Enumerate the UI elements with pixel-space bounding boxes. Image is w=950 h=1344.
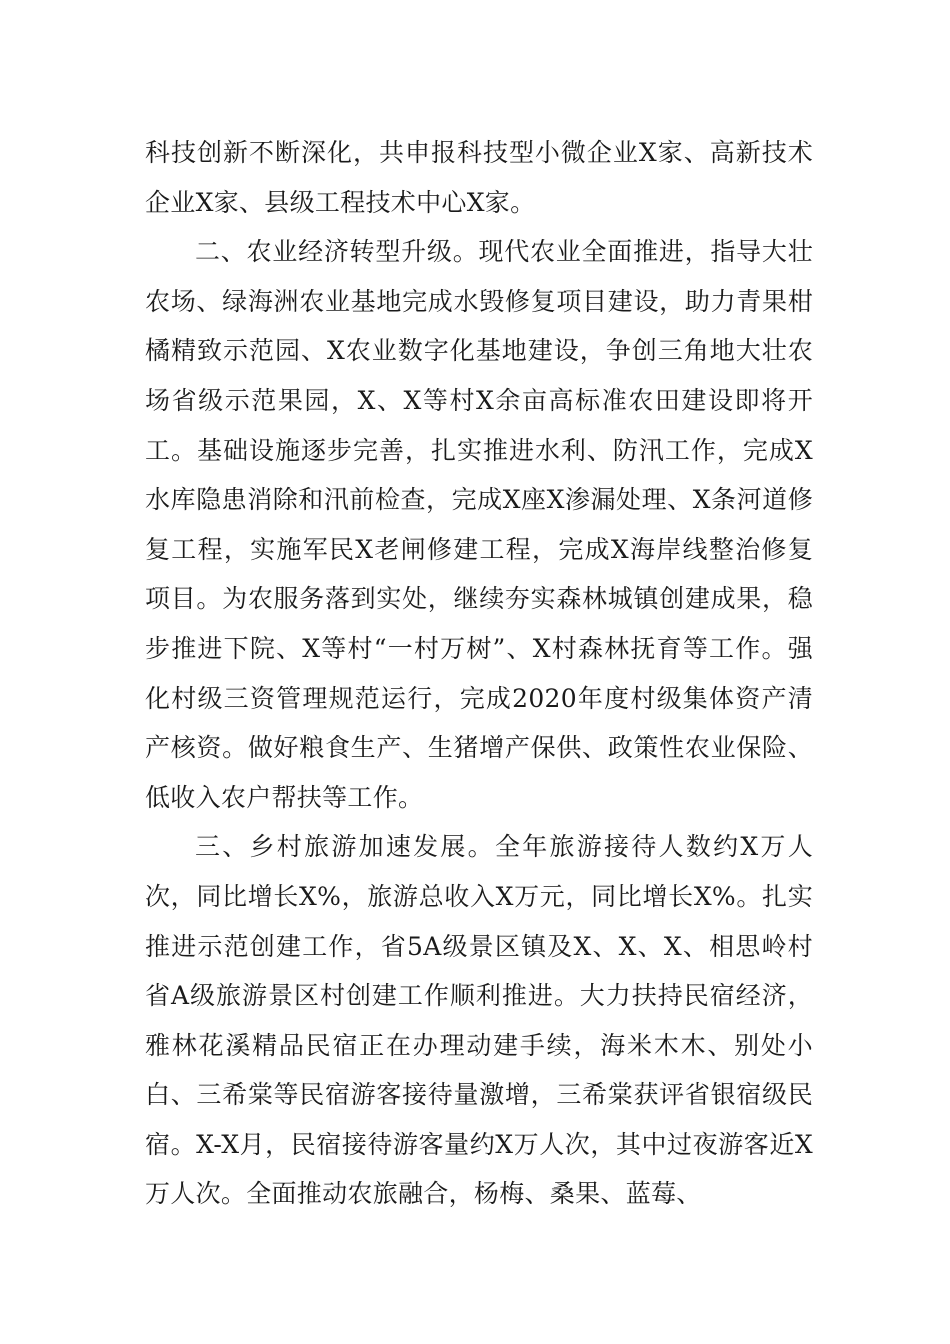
document-body: [145, 128, 813, 1219]
paragraph-rural-tourism: 三、乡村旅游加速发展。全年旅游接待人数约X万人次，同比增长X%，旅游总收入X万元，同比增长X%。扎实推进示范创建工作，省5A级景区镇及X、X、X、相思岭村省A级旅游景区村创建工作顺利推进。大力扶持民宿经济，雅林花溪精品民宿正在办理动建手续，海米木木、别处小白、三希棠等民宿游客接待量激增，三希棠获评省银宿级民宿。X-X月，民宿接待游客量约X万人次，其中过夜游客近X万人次。全面推动农旅融合，杨梅、桑果、蓝莓、: [145, 832, 813, 1209]
paragraph-tech-innovation: 科技创新不断深化，共申报科技型小微企业X家、高新技术企业X家、县级工程技术中心X家。: [145, 138, 813, 217]
paragraph-agriculture-upgrade: 二、农业经济转型升级。现代农业全面推进，指导大壮农场、绿海洲农业基地完成水毁修复项目建设，助力青果柑橘精致示范园、X农业数字化基地建设，争创三角地大壮农场省级示范果园，X、X等村X余亩高标准农田建设即将开工。基础设施逐步完善，扎实推进水利、防汛工作，完成X水库隐患消除和汛前检查，完成X座X渗漏处理、X条河道修复工程，实施军民X老闸修建工程，完成X海岸线整治修复项目。为农服务落到实处，继续夯实森林城镇创建成果，稳步推进下院、X等村“一村万树”、X村森林抚育等工作。强化村级三资管理规范运行，完成2020年度村级集体资产清产核资。做好粮食生产、生猪增产保供、政策性农业保险、低收入农户帮扶等工作。: [145, 237, 813, 812]
